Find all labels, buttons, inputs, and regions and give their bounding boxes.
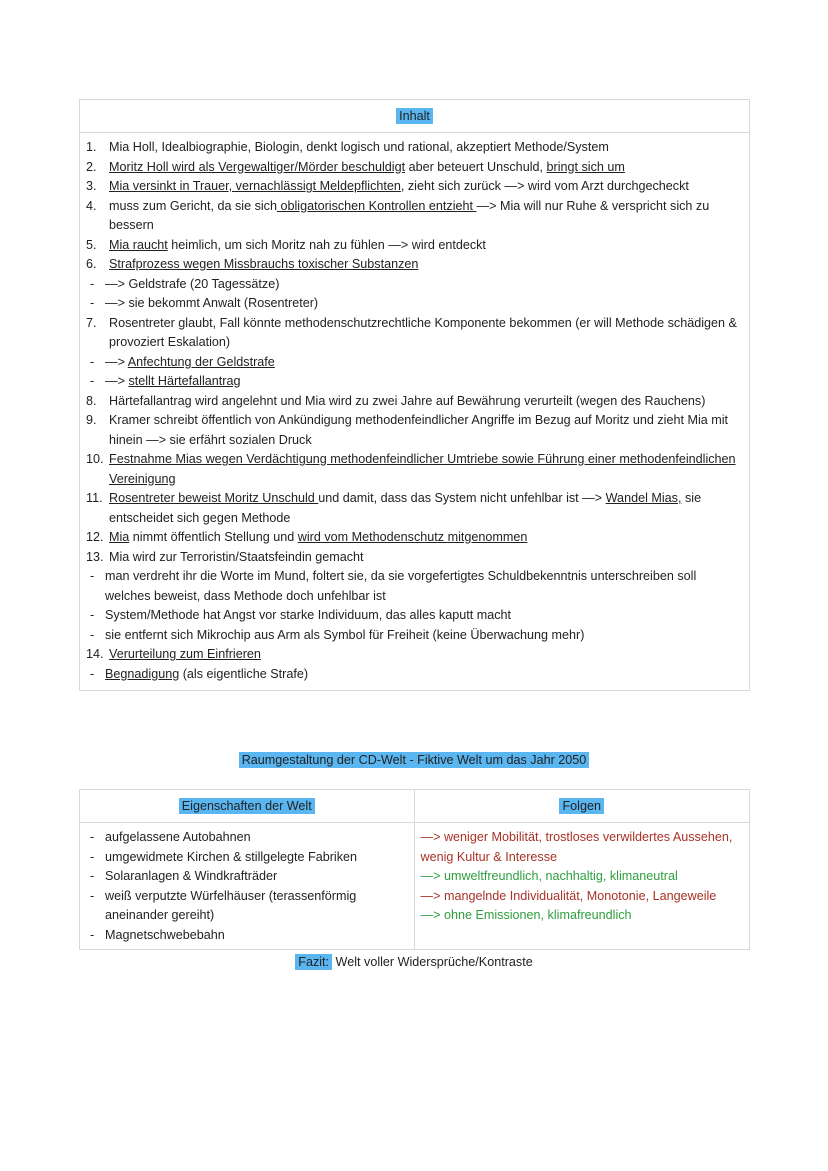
text-segment: Begnadigung bbox=[105, 666, 180, 681]
col-header-folgen bbox=[415, 790, 750, 822]
list-marker: 7. bbox=[86, 315, 97, 330]
list-marker: 1. bbox=[86, 140, 97, 154]
dash-marker: - bbox=[90, 888, 95, 903]
text-segment: Mia raucht bbox=[109, 237, 168, 252]
list-text bbox=[105, 353, 741, 373]
list-text bbox=[109, 392, 741, 412]
text-segment: Verurteilung zum Einfrieren bbox=[109, 647, 261, 661]
list-marker: - bbox=[90, 569, 95, 583]
list-marker: 3. bbox=[86, 179, 97, 193]
text-segment: nimmt öffentlich Stellung und bbox=[129, 530, 298, 544]
list-item bbox=[86, 567, 741, 606]
list-item bbox=[86, 236, 741, 256]
list-marker: - bbox=[90, 276, 95, 291]
eigenschaft-item bbox=[86, 848, 408, 868]
list-marker: - bbox=[90, 374, 95, 388]
eigenschaft-text: aufgelassene Autobahnen bbox=[105, 830, 251, 844]
list-text bbox=[109, 645, 741, 665]
list-text bbox=[109, 489, 741, 528]
fazit-line bbox=[0, 952, 828, 972]
list-text bbox=[105, 275, 741, 295]
raum-heading bbox=[0, 750, 828, 770]
text-segment: Wandel Mias, bbox=[605, 491, 682, 505]
list-marker: 10. bbox=[86, 452, 104, 466]
fazit-label: Fazit: bbox=[295, 954, 332, 970]
list-item bbox=[86, 645, 741, 665]
inhalt-title: Inhalt bbox=[396, 108, 433, 124]
text-segment: Moritz Holl wird als Vergewaltiger/Mörder beschuldigt bbox=[109, 159, 406, 174]
list-item bbox=[86, 158, 741, 178]
text-segment: sie entscheidet sich gegen Methode bbox=[109, 491, 702, 525]
list-text bbox=[105, 372, 741, 392]
list-marker: 12. bbox=[86, 530, 104, 544]
list-marker: - bbox=[90, 354, 95, 369]
text-segment: Mia versinkt in Trauer, vernachlässigt Meldepflichten bbox=[109, 179, 401, 193]
folge-item: —> mangelnde Individualität, Monotonie, Langeweile bbox=[420, 888, 717, 903]
list-item bbox=[86, 392, 741, 412]
list-item bbox=[86, 665, 741, 685]
eigenschaft-text: weiß verputzte Würfelhäuser (terassenförmig aneinander gereiht) bbox=[105, 888, 357, 922]
raum-table bbox=[79, 789, 750, 950]
list-item bbox=[86, 138, 741, 158]
list-item bbox=[86, 255, 741, 275]
list-marker: 4. bbox=[86, 198, 97, 213]
raum-table-header bbox=[80, 790, 749, 823]
raum-table-body bbox=[80, 823, 749, 949]
eigenschaften-cell bbox=[80, 823, 415, 949]
text-segment: System/Methode hat Angst vor starke Individuum, das alles kaputt macht bbox=[105, 608, 512, 622]
list-item bbox=[86, 353, 741, 373]
eigenschaft-item bbox=[86, 867, 408, 887]
list-text bbox=[109, 158, 741, 178]
eigenschaft-text: Magnetschwebebahn bbox=[105, 927, 225, 942]
list-text bbox=[109, 450, 741, 489]
list-text bbox=[105, 606, 741, 626]
list-item bbox=[86, 606, 741, 626]
list-marker: - bbox=[90, 608, 95, 622]
list-item bbox=[86, 372, 741, 392]
text-segment: —> Mia will nur Ruhe & verspricht sich zu bessern bbox=[109, 198, 710, 232]
list-text bbox=[105, 567, 741, 606]
dash-marker: - bbox=[90, 927, 95, 942]
list-marker: 2. bbox=[86, 159, 97, 174]
list-marker: 13. bbox=[86, 549, 104, 564]
text-segment: wird vom Methodenschutz mitgenommen bbox=[297, 530, 528, 544]
list-text bbox=[109, 548, 741, 568]
text-segment: —> Geldstrafe (20 Tagessätze) bbox=[105, 276, 280, 291]
list-marker: - bbox=[90, 296, 95, 310]
text-segment: sie entfernt sich Mikrochip aus Arm als Symbol für Freiheit (keine Überwachung mehr) bbox=[105, 627, 585, 642]
list-item bbox=[86, 548, 741, 568]
eigenschaft-text: umgewidmete Kirchen & stillgelegte Fabriken bbox=[105, 849, 357, 864]
list-text bbox=[109, 177, 741, 197]
folgen-cell bbox=[415, 823, 750, 949]
folge-item: —> ohne Emissionen, klimafreundlich bbox=[420, 908, 632, 922]
text-segment: bringt sich um bbox=[546, 159, 625, 174]
list-text bbox=[105, 665, 741, 685]
eigenschaft-text: Solaranlagen & Windkrafträder bbox=[105, 869, 278, 883]
inhalt-header bbox=[80, 100, 749, 133]
list-item bbox=[86, 411, 741, 450]
list-text bbox=[109, 138, 741, 158]
text-segment: Kramer schreibt öffentlich von Ankündigung methodenfeindlicher Angriffe im Bezug auf Moritz und zieht Mia mit hinein —> sie erfährt sozialen Druck bbox=[109, 413, 729, 447]
text-segment: man verdreht ihr die Worte im Mund, foltert sie, da sie vorgefertigtes Schuldbekenntnis unterschreiben soll welches beweist, dass Methode doch unfehlbar ist bbox=[105, 569, 697, 603]
text-segment: —> bbox=[105, 354, 128, 369]
col-right-label: Folgen bbox=[559, 798, 604, 814]
list-item bbox=[86, 294, 741, 314]
list-marker: 14. bbox=[86, 647, 104, 661]
list-text bbox=[109, 314, 741, 353]
text-segment: stellt Härtefallantrag bbox=[128, 374, 241, 388]
list-text bbox=[105, 626, 741, 646]
text-segment: Mia bbox=[109, 530, 130, 544]
text-segment: Rosentreter glaubt, Fall könnte methodenschutzrechtliche Komponente bekommen (er will Methode schädigen & provoziert Eskalation) bbox=[109, 315, 737, 349]
raum-title: Raumgestaltung der CD-Welt - Fiktive Welt um das Jahr 2050 bbox=[239, 752, 590, 768]
list-marker: 9. bbox=[86, 413, 97, 427]
list-item bbox=[86, 314, 741, 353]
list-text bbox=[109, 411, 741, 450]
folge-item: —> weniger Mobilität, trostloses verwildertes Aussehen, wenig Kultur & Interesse bbox=[420, 830, 733, 864]
text-segment: heimlich, um sich Moritz nah zu fühlen —> wird entdeckt bbox=[167, 237, 486, 252]
text-segment: und damit, dass das System nicht unfehlbar ist —> bbox=[318, 491, 606, 505]
text-segment: —> sie bekommt Anwalt (Rosentreter) bbox=[105, 296, 319, 310]
dash-marker: - bbox=[90, 869, 95, 883]
eigenschaft-item bbox=[86, 887, 408, 926]
text-segment: Mia wird zur Terroristin/Staatsfeindin gemacht bbox=[109, 549, 364, 564]
list-item bbox=[86, 177, 741, 197]
text-segment: Mia Holl, Idealbiographie, Biologin, denkt logisch und rational, akzeptiert Methode/System bbox=[109, 140, 609, 154]
eigenschaft-item bbox=[86, 828, 408, 848]
list-text bbox=[109, 528, 741, 548]
text-segment: Strafprozess wegen Missbrauchs toxischer Substanzen bbox=[109, 257, 419, 271]
list-marker: 8. bbox=[86, 393, 97, 408]
text-segment: Härtefallantrag wird angelehnt und Mia wird zu zwei Jahre auf Bewährung verurteilt (wegen des Rauchens) bbox=[109, 393, 706, 408]
dash-marker: - bbox=[90, 849, 95, 864]
text-segment: , zieht sich zurück —> wird vom Arzt durchgecheckt bbox=[400, 179, 689, 193]
eigenschaft-item bbox=[86, 926, 408, 946]
list-marker: 6. bbox=[86, 257, 97, 271]
list-text bbox=[109, 255, 741, 275]
fazit-text: Welt voller Widersprüche/Kontraste bbox=[332, 955, 533, 969]
list-item bbox=[86, 275, 741, 295]
col-header-eigenschaften bbox=[80, 790, 415, 822]
list-marker: - bbox=[90, 666, 95, 681]
folge-item: —> umweltfreundlich, nachhaltig, klimaneutral bbox=[420, 869, 678, 883]
list-item bbox=[86, 450, 741, 489]
list-item bbox=[86, 626, 741, 646]
text-segment: obligatorischen Kontrollen entzieht bbox=[276, 198, 477, 213]
list-item bbox=[86, 489, 741, 528]
text-segment: aber beteuert Unschuld, bbox=[405, 159, 547, 174]
text-segment: (als eigentliche Strafe) bbox=[179, 666, 309, 681]
list-item bbox=[86, 528, 741, 548]
inhalt-table bbox=[79, 99, 750, 691]
text-segment: —> bbox=[105, 374, 129, 388]
list-marker: 11. bbox=[86, 491, 103, 505]
list-text bbox=[105, 294, 741, 314]
col-left-label: Eigenschaften der Welt bbox=[179, 798, 315, 814]
list-text bbox=[109, 236, 741, 256]
text-segment: Festnahme Mias wegen Verdächtigung methodenfeindlicher Umtriebe sowie Führung einer methodenfeindlichen Vereinigung bbox=[109, 452, 736, 486]
text-segment: muss zum Gericht, da sie sich bbox=[109, 198, 277, 213]
dash-marker: - bbox=[90, 830, 95, 844]
text-segment: Rosentreter beweist Moritz Unschuld bbox=[109, 491, 319, 505]
list-marker: - bbox=[90, 627, 95, 642]
list-text bbox=[109, 197, 741, 236]
inhalt-list bbox=[80, 133, 749, 690]
list-item bbox=[86, 197, 741, 236]
list-marker: 5. bbox=[86, 237, 97, 252]
text-segment: Anfechtung der Geldstrafe bbox=[127, 354, 275, 369]
